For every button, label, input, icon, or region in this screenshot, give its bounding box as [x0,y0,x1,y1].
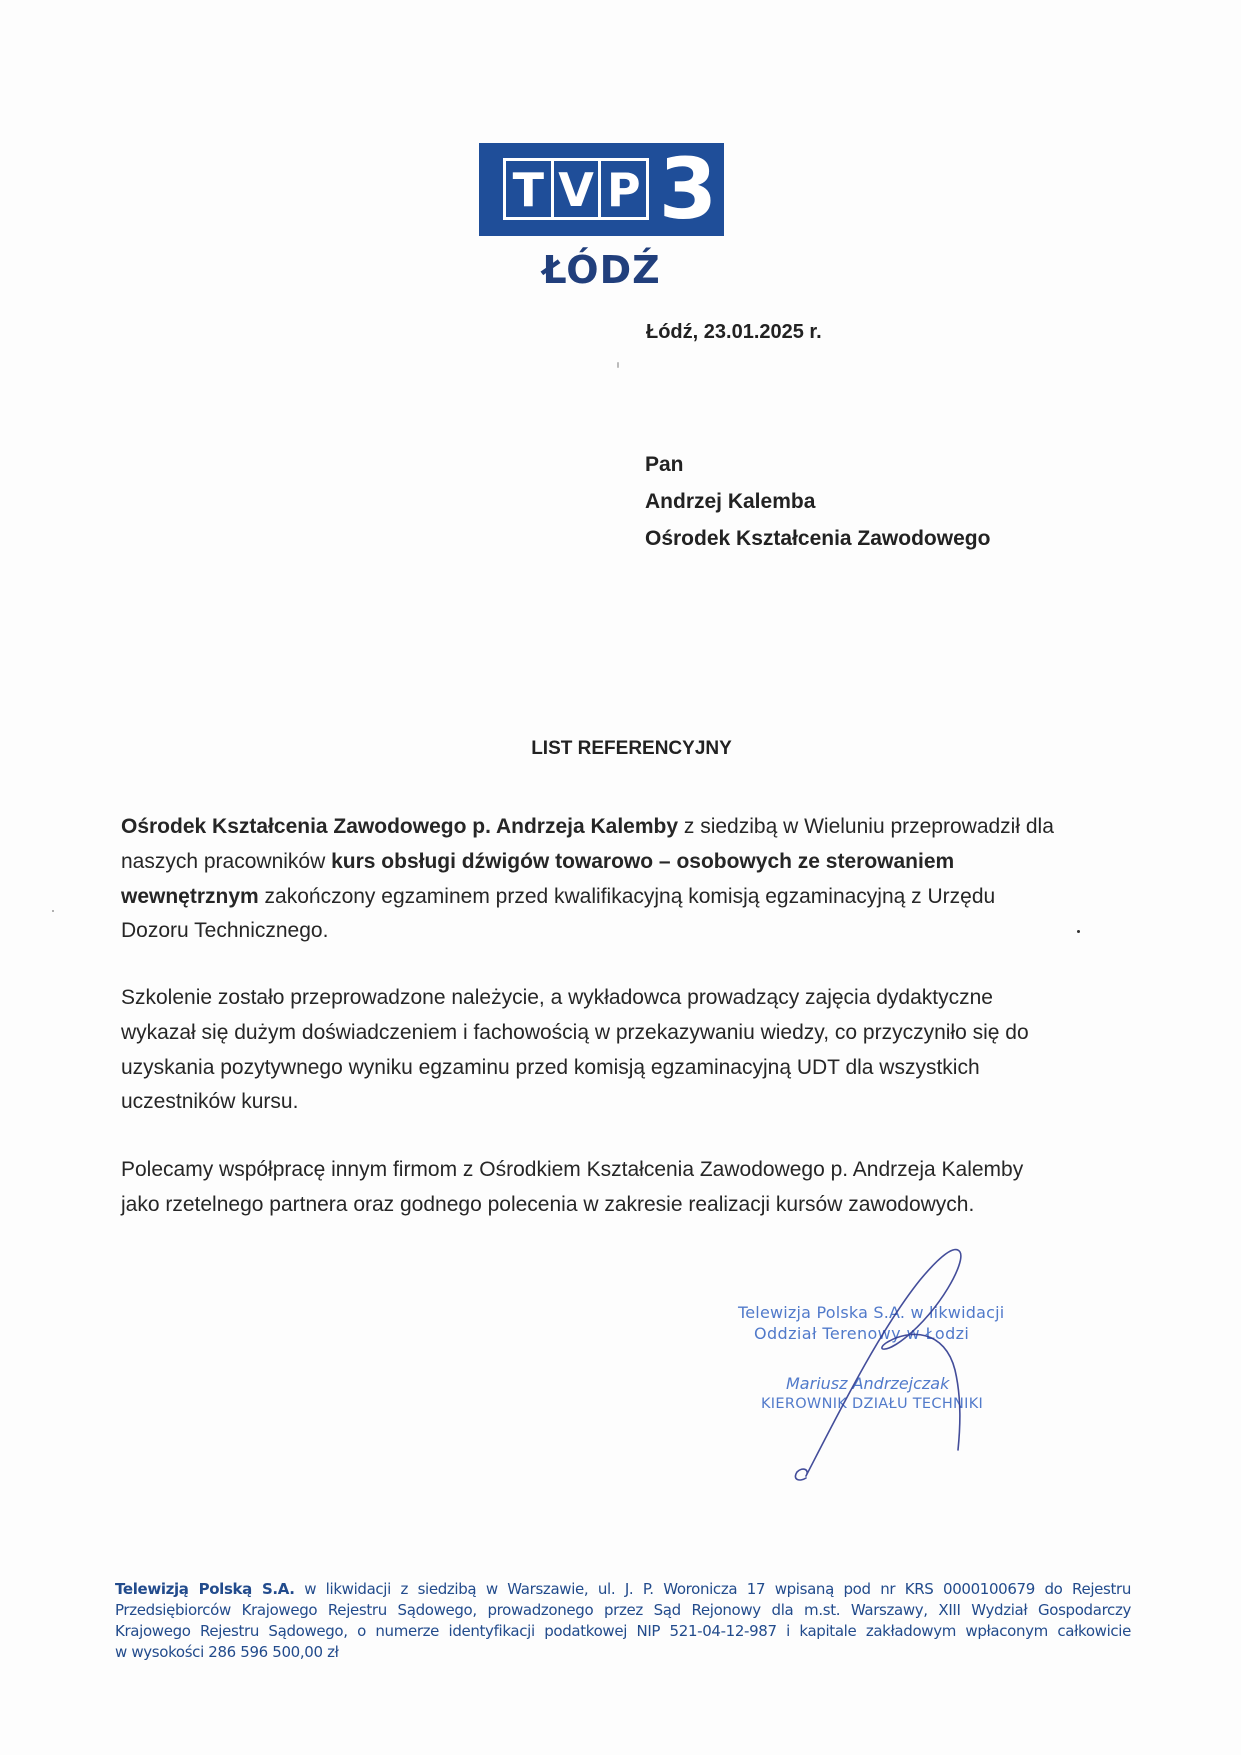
paragraph-3 [121,1153,1121,1223]
stamp-signatory-name: Mariusz Andrzejczak [786,1374,950,1393]
letter-date: Łódź, 23.01.2025 r. [646,321,822,343]
text: w likwidacji z siedzibą w Warszawie, ul. J. P. Woronicza 17 wpisaną pod nr KRS 0000100679 do Rejestru [294,1580,1131,1598]
paragraph-2-line: Szkolenie zostało przeprowadzone należycie, a wykładowca prowadzący zajęcia dydaktyczne [121,986,993,1009]
logo-letter-t: T [506,161,554,217]
paragraph-3-line: jako rzetelnego partnera oraz godnego polecenia w zakresie realizacji kursów zawodowych. [121,1192,975,1216]
footer-line-3: Krajowego Rejestru Sądowego, o numerze identyfikacji podatkowej NIP 521-04-12-987 i kapitale zakładowym wpłaconym całkowicie [115,1622,1131,1640]
text: naszych pracowników [121,849,332,873]
logo-letter-p: P [606,162,641,217]
letter-title [0,738,1241,760]
paragraph-1-line-2 [121,845,1121,880]
stamp-company: Telewizja Polska S.A. w likwidacji [738,1303,1005,1322]
paragraph-1 [121,810,1121,949]
paragraph-1-line-3 [121,880,1121,915]
paragraph-1-line-4: Dozoru Technicznego. [121,919,329,943]
logo-city: ŁÓDŹ [542,248,661,292]
footer-line-2: Przedsiębiorców Krajowego Rejestru Sądowego, prowadzonego przez Sąd Rejonowy dla m.st. Warszawy, XIII Wydział Gospodarczy [115,1601,1131,1619]
bold-text: kurs obsługi dźwigów towarowo – osobowych ze sterowaniem [331,849,955,873]
paragraph-2-line: wykazał się dużym doświadczeniem i fachowością w przekazywaniu wiedzy, co przyczyniło się do [121,1020,1029,1044]
paragraph-3-line: Polecamy współpracę innym firmom z Ośrodkiem Kształcenia Zawodowego p. Andrzeja Kalemby [121,1158,1024,1181]
letter-title-text: LIST REFERENCYJNY [531,738,732,759]
footer-line-1 [115,1579,1131,1600]
stamp-signatory-title: KIEROWNIK DZIAŁU TECHNIKI [761,1396,984,1412]
footer-company-name: Telewizją Polską S.A. [115,1580,295,1598]
tvp3-logo [479,140,724,238]
stamp-branch: Oddział Terenowy w Łodzi [754,1324,970,1343]
scan-speck [1077,930,1080,933]
text: z siedzibą w Wieluniu przeprowadził dla [678,815,1054,838]
tvp-letter-boxes [503,158,649,220]
addressee-organization: Ośrodek Kształcenia Zawodowego [645,527,991,550]
paragraph-2-line: uczestników kursu. [121,1090,299,1114]
scan-speck [52,910,54,912]
addressee-name: Andrzej Kalemba [645,490,816,513]
logo-letter-v: V [554,161,602,217]
paragraph-2-line: uzyskania pozytywnego wyniku egzaminu przed komisją egzaminacyjną UDT dla wszystkich [121,1055,980,1079]
logo-channel-number: 3 [658,140,718,238]
text: zakończony egzaminem przed kwalifikacyjną komisją egzaminacyjną z Urzędu [258,884,996,908]
bold-text: Ośrodek Kształcenia Zawodowego p. Andrzeja Kalemby [121,815,679,838]
signature-stroke [795,1250,960,1480]
company-footer [115,1579,1131,1663]
paragraph-1-line-1 [121,810,1121,845]
addressee-salutation: Pan [645,453,684,476]
paragraph-2 [121,981,1121,1120]
footer-line-4: w wysokości 286 596 500,00 zł [115,1643,339,1661]
bold-text: wewnętrznym [121,884,259,908]
scan-speck [617,362,619,368]
